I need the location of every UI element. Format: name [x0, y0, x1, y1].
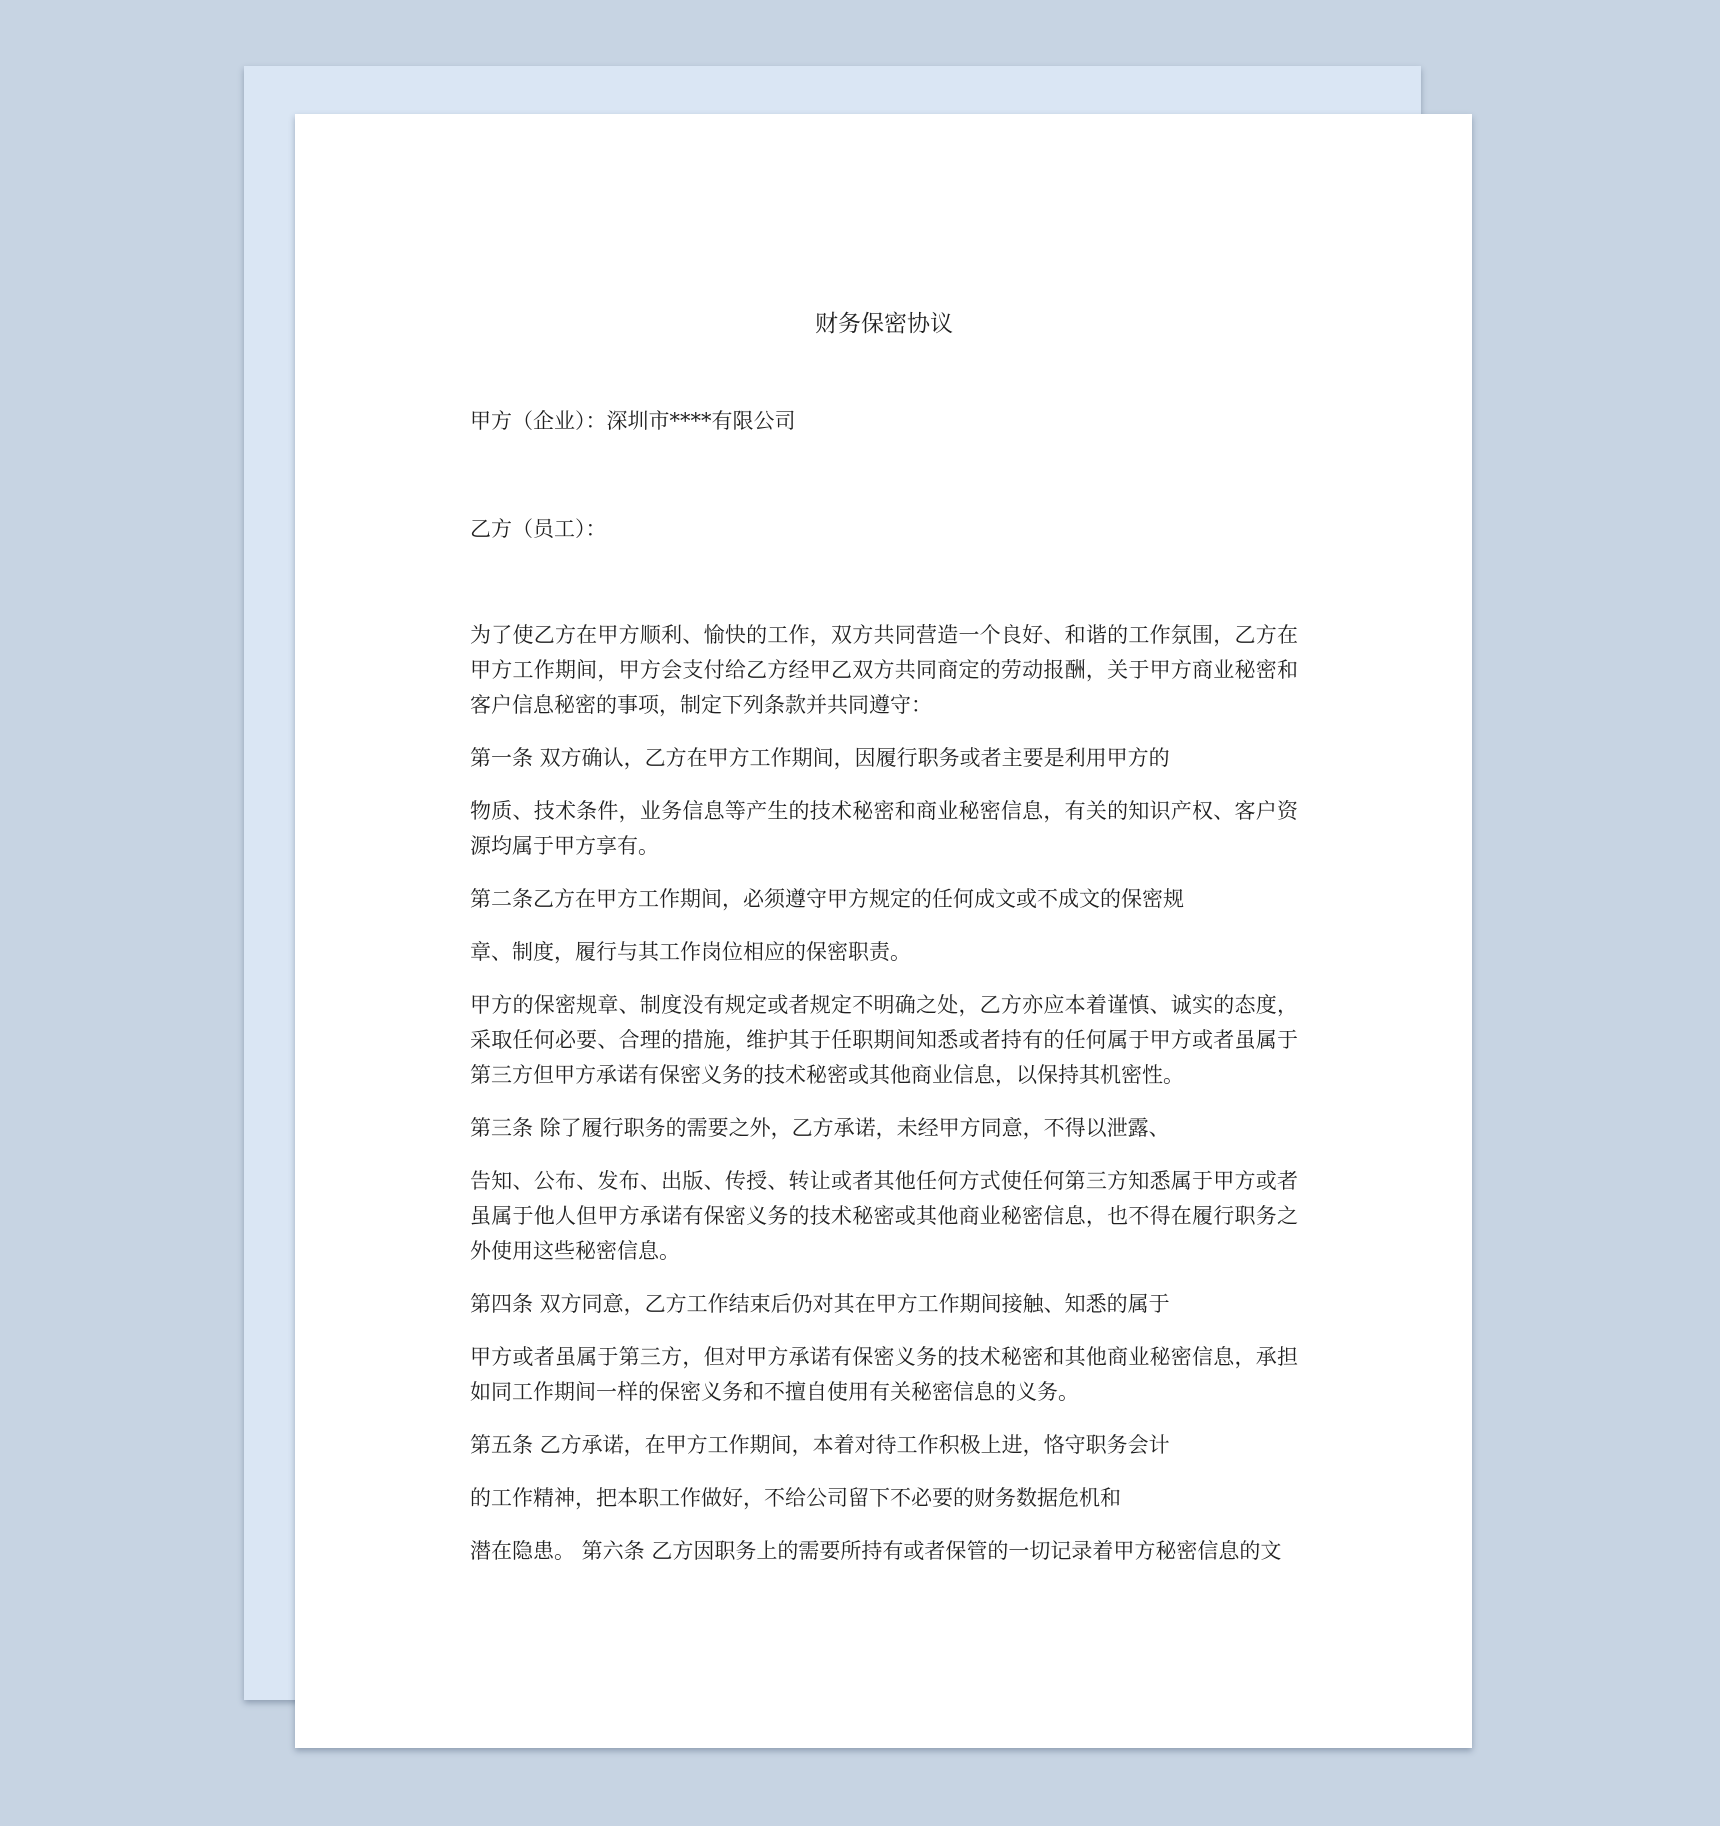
paragraph: 告知、公布、发布、出版、传授、转让或者其他任何方式使任何第三方知悉属于甲方或者虽属于他人但甲方承诺有保密义务的技术秘密或其他商业秘密信息，也不得在履行职务之外使用这些秘密信息。: [470, 1169, 1298, 1263]
paragraph: 第二条乙方在甲方工作期间，必须遵守甲方规定的任何成文或不成文的保密规: [470, 887, 1184, 911]
paragraph: 物质、技术条件，业务信息等产生的技术秘密和商业秘密信息，有关的知识产权、客户资源均属于甲方享有。: [470, 799, 1298, 858]
paragraph: 章、制度，履行与其工作岗位相应的保密职责。: [470, 940, 911, 964]
paragraph: 为了使乙方在甲方顺利、愉快的工作，双方共同营造一个良好、和谐的工作氛围，乙方在甲方工作期间，甲方会支付给乙方经甲乙双方共同商定的劳动报酬，关于甲方商业秘密和客户信息秘密的事项，制定下列条款并共同遵守：: [470, 623, 1298, 717]
paragraph: 甲方的保密规章、制度没有规定或者规定不明确之处，乙方亦应本着谨慎、诚实的态度，采取任何必要、合理的措施，维护其于任职期间知悉或者持有的任何属于甲方或者虽属于第三方但甲方承诺有保密义务的技术秘密或其他商业信息，以保持其机密性。: [470, 993, 1298, 1087]
document-title: 财务保密协议: [815, 311, 953, 337]
party-a-line: 甲方（企业）：深圳市****有限公司: [470, 409, 796, 433]
document-page: [295, 114, 1472, 1748]
paragraph: 第五条 乙方承诺，在甲方工作期间，本着对待工作积极上进，恪守职务会计: [470, 1433, 1170, 1457]
paragraph: 第三条 除了履行职务的需要之外，乙方承诺，未经甲方同意，不得以泄露、: [470, 1116, 1170, 1140]
paragraph: 的工作精神，把本职工作做好，不给公司留下不必要的财务数据危机和: [470, 1486, 1121, 1510]
party-b-line: 乙方（员工）：: [470, 517, 607, 541]
paragraph: 甲方或者虽属于第三方，但对甲方承诺有保密义务的技术秘密和其他商业秘密信息，承担如同工作期间一样的保密义务和不擅自使用有关秘密信息的义务。: [470, 1345, 1298, 1404]
paragraph: 第四条 双方同意，乙方工作结束后仍对其在甲方工作期间接触、知悉的属于: [470, 1292, 1170, 1316]
document-body: [470, 304, 1298, 1587]
paragraph: 第一条 双方确认，乙方在甲方工作期间，因履行职务或者主要是利用甲方的: [470, 746, 1170, 770]
paragraph: 潜在隐患。 第六条 乙方因职务上的需要所持有或者保管的一切记录着甲方秘密信息的文: [470, 1539, 1282, 1563]
